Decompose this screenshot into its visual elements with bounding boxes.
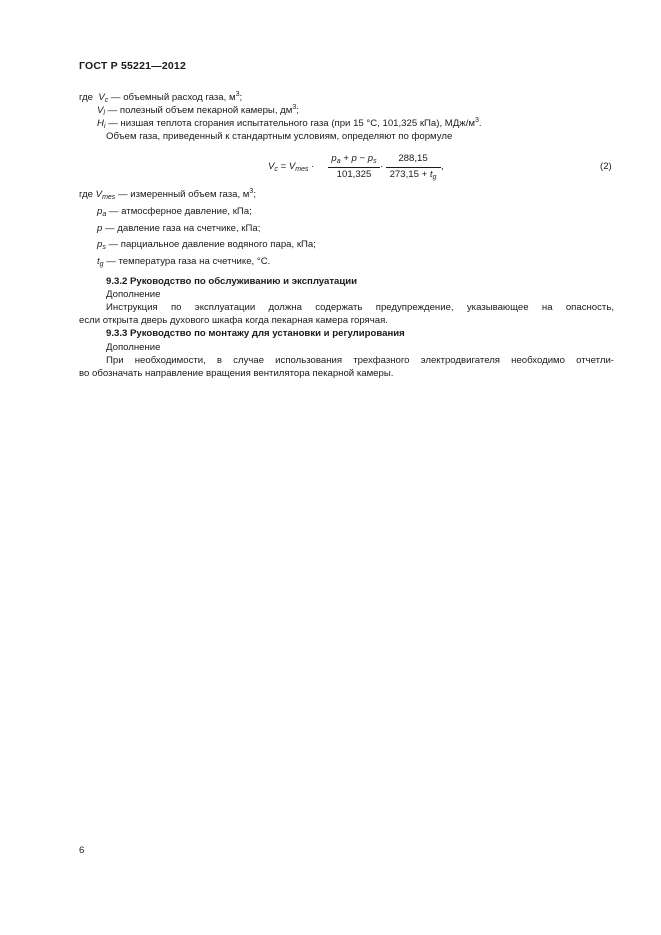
definition-text: — объемный расход газа, м	[108, 92, 236, 103]
document-header: ГОСТ Р 55221—2012	[79, 60, 187, 72]
definition-pa	[97, 206, 252, 218]
formula-comma: ,	[441, 161, 444, 172]
subscript: s	[102, 244, 106, 251]
subscript: l	[103, 110, 105, 117]
paragraph-line: во обозначать направление вращения вентилятора пекарной камеры.	[79, 368, 394, 379]
fraction1-numerator	[328, 153, 380, 165]
subscript: c	[104, 97, 109, 104]
paragraph-line: Инструкция по эксплуатации должна содержать предупреждение, указывающее на опасность,	[106, 302, 614, 313]
multiply-dot-2: ·	[380, 161, 384, 172]
symbol-p: p	[367, 153, 374, 164]
formula-lhs	[268, 161, 314, 173]
definition-text: — низшая теплота сгорания испытательного газа (при 15 °С, 101,325 кПа), МДж/м	[105, 118, 475, 129]
paragraph-line: если открыта дверь духового шкафа когда пекарная камера горячая.	[79, 315, 388, 326]
definition-vmes	[79, 189, 256, 201]
addition-label: Дополнение	[106, 342, 161, 353]
formula-number: (2)	[600, 161, 612, 172]
where-word: где	[79, 189, 96, 200]
symbol-v: V	[268, 161, 275, 172]
addition-label: Дополнение	[106, 289, 161, 300]
subscript: a	[102, 211, 107, 218]
definition-hi	[97, 118, 482, 130]
fraction1-bar	[328, 167, 380, 168]
numerator-mid: + p −	[340, 153, 368, 164]
definition-vl	[97, 105, 299, 117]
fraction2-numerator: 288,15	[398, 153, 428, 164]
punct: ;	[253, 189, 256, 200]
symbol-h: H	[97, 118, 104, 129]
symbol-v: V	[97, 105, 104, 116]
symbol-v: V	[288, 161, 296, 172]
symbol-p: p	[97, 206, 103, 217]
where-word: где	[79, 92, 94, 103]
definition-text: — атмосферное давление, кПа;	[106, 206, 252, 217]
superscript: 3	[292, 104, 297, 111]
subscript: i	[103, 123, 106, 130]
subscript: g	[432, 174, 437, 181]
subscript: a	[336, 158, 341, 165]
fraction1-denominator: 101,325	[336, 169, 372, 180]
section-heading-9-3-2: 9.3.2 Руководство по обслуживанию и эксплуатации	[106, 276, 358, 287]
symbol-p: p	[331, 153, 337, 164]
definition-text: — температура газа на счетчике, °С.	[103, 256, 271, 267]
subscript: s	[373, 158, 377, 165]
definition-text: — измеренный объем газа, м	[115, 189, 250, 200]
page-number: 6	[79, 845, 85, 856]
symbol-p: p	[97, 223, 103, 234]
subscript: mes	[102, 194, 116, 201]
equals-sign: =	[277, 161, 289, 172]
symbol-t: t	[429, 169, 433, 180]
definition-text: — полезный объем пекарной камеры, дм	[104, 105, 293, 116]
definition-ps	[97, 239, 316, 251]
definition-text: — давление газа на счетчике, кПа;	[102, 223, 261, 234]
fraction2-denominator	[385, 169, 441, 181]
formula-intro: Объем газа, приведенный к стандартным условиям, определяют по формуле	[106, 131, 453, 142]
definition-tg	[97, 256, 270, 268]
punct: ;	[296, 105, 299, 116]
subscript: g	[99, 261, 104, 268]
section-heading-9-3-3: 9.3.3 Руководство по монтажу для установки и регулирования	[106, 328, 405, 339]
denominator-text: 273,15 +	[389, 169, 430, 180]
subscript: mes	[295, 166, 309, 173]
multiply-dot: ·	[308, 161, 315, 172]
superscript: 3	[235, 91, 240, 98]
superscript: 3	[474, 117, 479, 124]
subscript: c	[274, 166, 278, 173]
fraction2-bar	[386, 167, 441, 168]
symbol-p: p	[97, 239, 103, 250]
definition-vc	[79, 92, 242, 104]
definition-p	[97, 223, 260, 235]
punct: .	[478, 118, 482, 129]
symbol-v: V	[95, 189, 103, 200]
superscript: 3	[249, 188, 254, 195]
definition-text: — парциальное давление водяного пара, кПа;	[105, 239, 316, 250]
symbol-t: t	[97, 256, 100, 267]
paragraph-line: При необходимости, в случае использования трехфазного электродвигателя необходимо отчетли-	[106, 355, 614, 366]
punct: ;	[239, 92, 243, 103]
symbol-v: V	[98, 92, 105, 103]
